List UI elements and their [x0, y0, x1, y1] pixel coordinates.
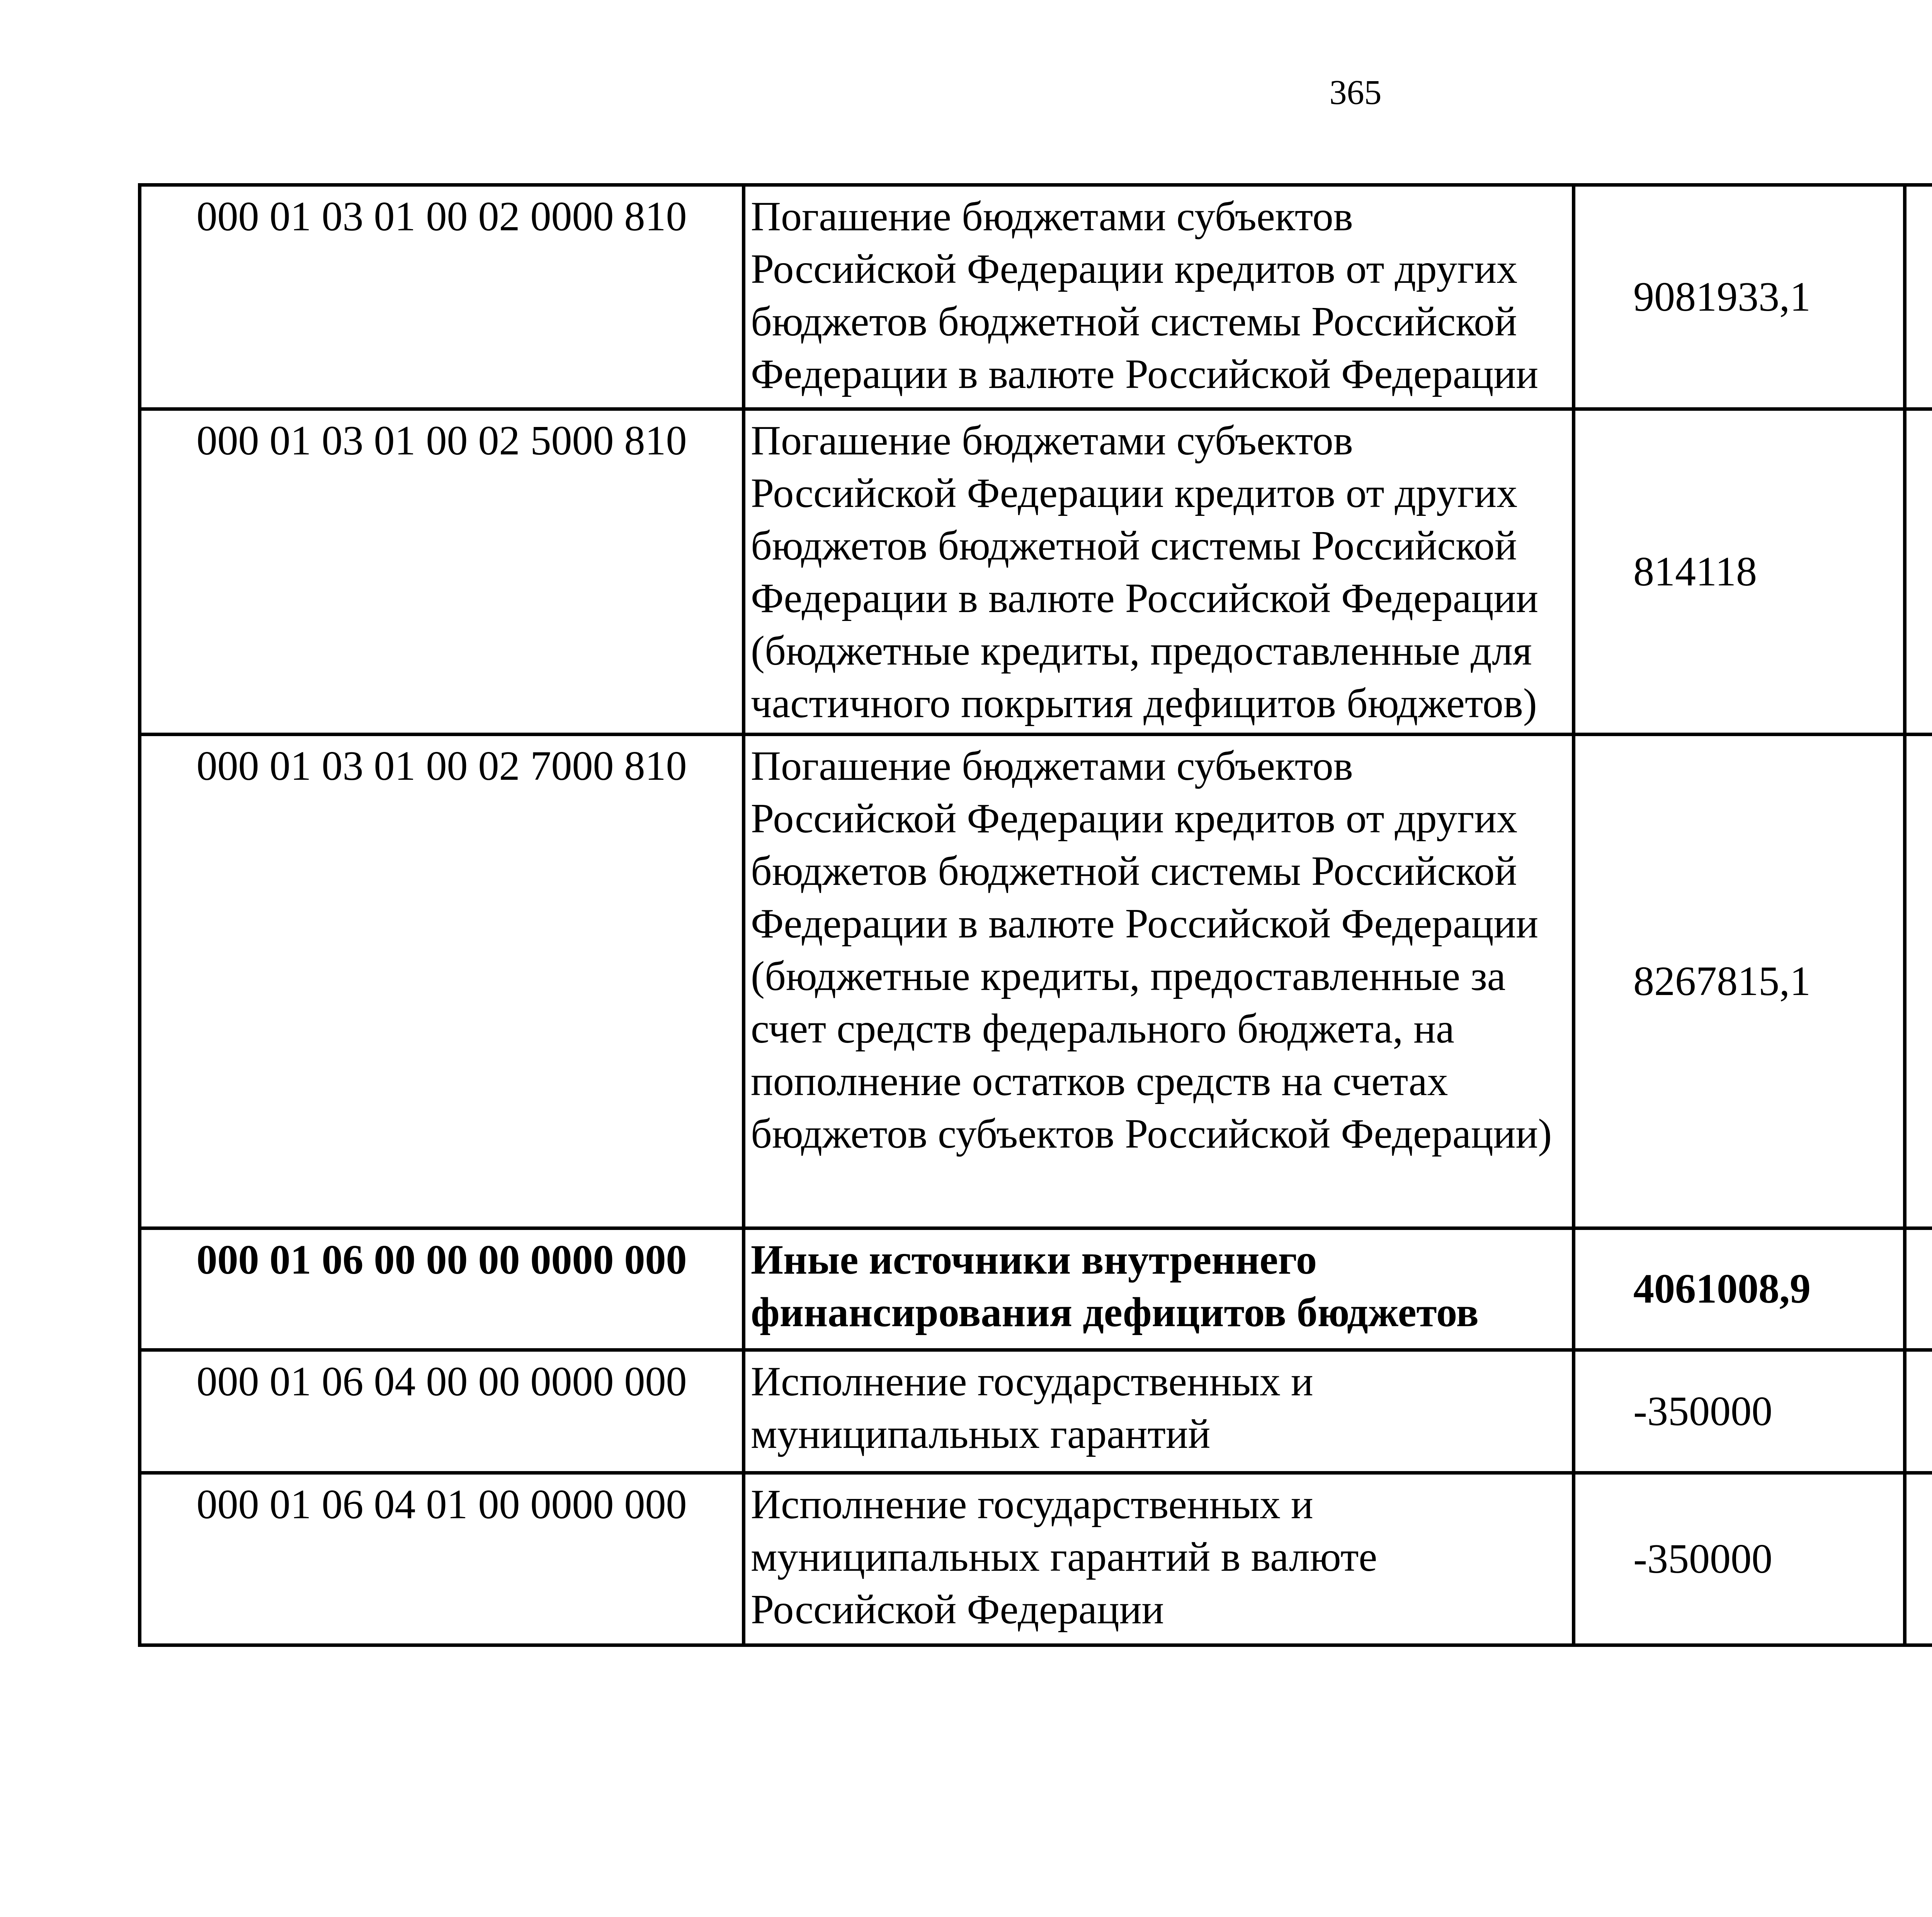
- amount-cell-2: [1905, 409, 1932, 735]
- amount-cell-2: [1905, 185, 1932, 409]
- source-name-cell: Погашение бюджетами субъектов Российской Федерации кредитов от других бюджетов бюджетной системы Российской Федерации в валюте Российской Федерации (бюджетные кредиты, предоставленные для частичного покрытия дефицитов бюджетов): [744, 409, 1574, 735]
- source-name-cell: Исполнение государственных и муниципальных гарантий: [744, 1350, 1574, 1473]
- table-row: [140, 185, 1932, 409]
- table-row: [140, 1473, 1932, 1645]
- amount-cell-1: 8267815,1: [1574, 735, 1905, 1228]
- budget-sources-table: [138, 183, 1932, 1647]
- table-row-total: [140, 1228, 1932, 1350]
- amount-cell-1: 814118: [1574, 409, 1905, 735]
- table-row: [140, 409, 1932, 735]
- table-row: [140, 735, 1932, 1228]
- amount-cell-1: 4061008,9: [1574, 1228, 1905, 1350]
- amount-cell-1: -350000: [1574, 1473, 1905, 1645]
- budget-code-cell: 000 01 06 04 00 00 0000 000: [140, 1350, 744, 1473]
- amount-cell-2: [1905, 1228, 1932, 1350]
- budget-code-cell: 000 01 03 01 00 02 0000 810: [140, 185, 744, 409]
- amount-cell-2: [1905, 735, 1932, 1228]
- page-number: 365: [1329, 73, 1382, 112]
- source-name-cell: Погашение бюджетами субъектов Российской Федерации кредитов от других бюджетов бюджетной системы Российской Федерации в валюте Российской Федерации: [744, 185, 1574, 409]
- amount-cell-1: -350000: [1574, 1350, 1905, 1473]
- source-name-cell: Исполнение государственных и муниципальных гарантий в валюте Российской Федерации: [744, 1473, 1574, 1645]
- amount-cell-1: 9081933,1: [1574, 185, 1905, 409]
- source-name-cell: Иные источники внутреннего финансирования дефицитов бюджетов: [744, 1228, 1574, 1350]
- source-name-cell: Погашение бюджетами субъектов Российской Федерации кредитов от других бюджетов бюджетной системы Российской Федерации в валюте Российской Федерации (бюджетные кредиты, предоставленные за счет средств федерального бюджета, на пополнение остатков средств на счетах бюджетов субъектов Российской Федерации): [744, 735, 1574, 1228]
- budget-code-cell: 000 01 06 00 00 00 0000 000: [140, 1228, 744, 1350]
- table-row: [140, 1350, 1932, 1473]
- amount-cell-2: [1905, 1473, 1932, 1645]
- budget-code-cell: 000 01 06 04 01 00 0000 000: [140, 1473, 744, 1645]
- budget-code-cell: 000 01 03 01 00 02 5000 810: [140, 409, 744, 735]
- budget-code-cell: 000 01 03 01 00 02 7000 810: [140, 735, 744, 1228]
- amount-cell-2: [1905, 1350, 1932, 1473]
